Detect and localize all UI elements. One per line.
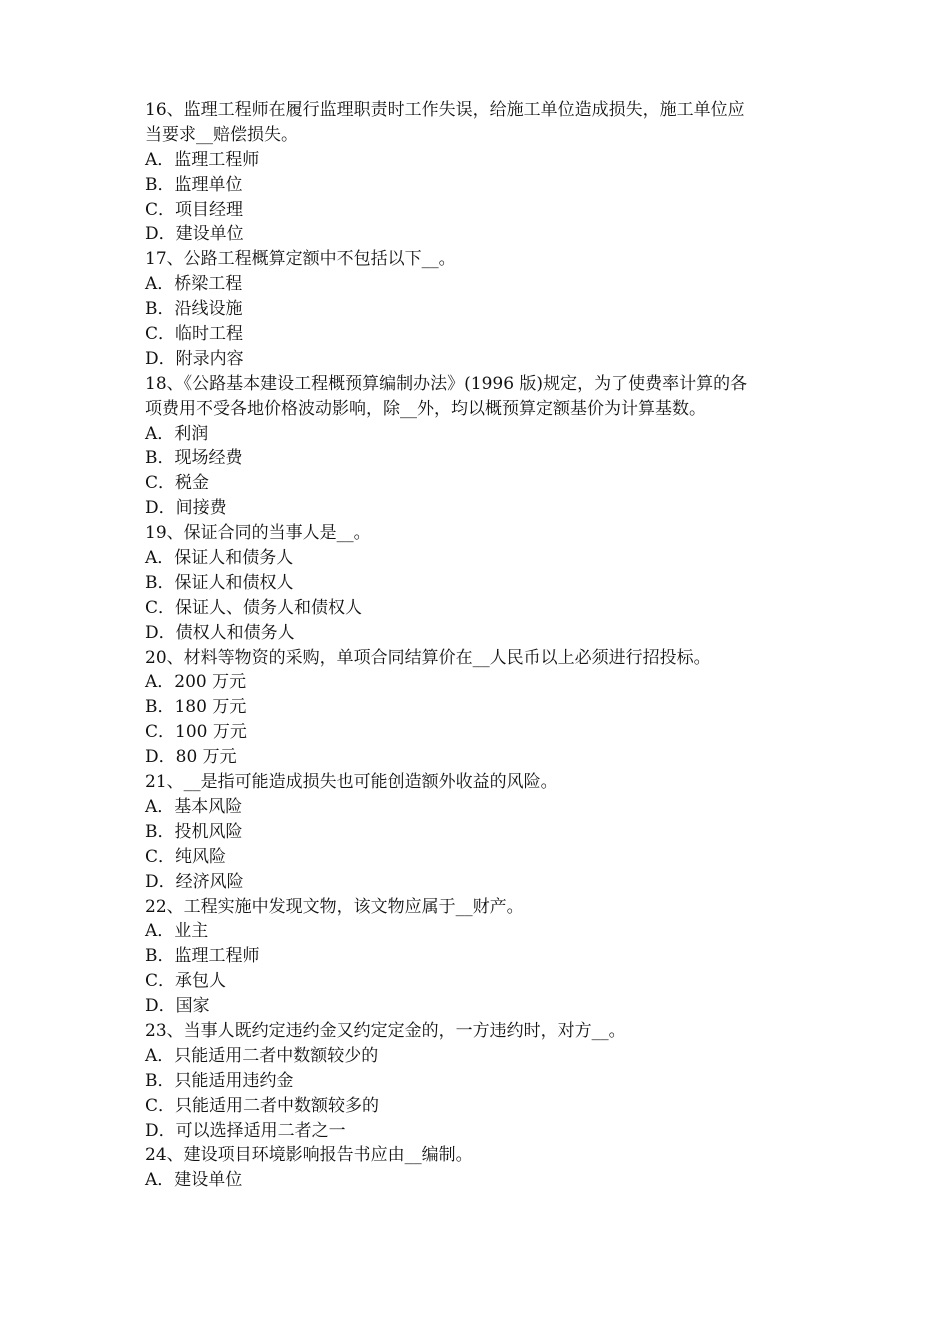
text-line: B．监理工程师 [145, 946, 260, 967]
text-line: D．80 万元 [145, 747, 237, 768]
text-line: C．100 万元 [145, 722, 247, 743]
text-line: B．现场经费 [145, 448, 243, 469]
text-line: B．180 万元 [145, 697, 247, 718]
text-line: 19、保证合同的当事人是__。 [145, 523, 371, 544]
text-line: C．只能适用二者中数额较多的 [145, 1095, 380, 1116]
text-line: C．承包人 [145, 971, 227, 992]
text-line: 17、公路工程概算定额中不包括以下__。 [145, 249, 456, 270]
text-line: A．建设单位 [145, 1170, 243, 1191]
text-line: C．临时工程 [145, 324, 244, 345]
text-line: 24、建设项目环境影响报告书应由__编制。 [145, 1145, 473, 1166]
text-line: C．项目经理 [145, 199, 244, 220]
question-list [145, 98, 825, 1193]
text-line: A．利润 [145, 423, 209, 444]
text-line: A．保证人和债务人 [145, 548, 294, 569]
text-line: D．经济风险 [145, 871, 244, 892]
text-line: D．间接费 [145, 498, 227, 519]
text-line: 23、当事人既约定违约金又约定定金的，一方违约时，对方__。 [145, 1020, 626, 1041]
text-line: B．保证人和债权人 [145, 572, 294, 593]
text-line: C．税金 [145, 473, 210, 494]
text-line: A．只能适用二者中数额较少的 [145, 1045, 379, 1066]
text-line: 当要求__赔偿损失。 [145, 124, 298, 145]
text-line: D．国家 [145, 996, 210, 1017]
text-line: A．200 万元 [145, 672, 247, 693]
text-line: A．监理工程师 [145, 149, 260, 170]
text-line: 21、__是指可能造成损失也可能创造额外收益的风险。 [145, 772, 558, 793]
text-line: C．保证人、债务人和债权人 [145, 597, 363, 618]
text-line: B．监理单位 [145, 174, 243, 195]
text-line: C．纯风险 [145, 846, 227, 867]
text-line: 22、工程实施中发现文物，该文物应属于__财产。 [145, 896, 524, 917]
text-line: 项费用不受各地价格波动影响，除__外，均以概预算定额基价为计算基数。 [145, 398, 706, 419]
text-line: 20、材料等物资的采购，单项合同结算价在__人民币以上必须进行招投标。 [145, 647, 711, 668]
text-line: 16、监理工程师在履行监理职责时工作失误，给施工单位造成损失，施工单位应 [145, 100, 745, 120]
text-line: A．业主 [145, 921, 209, 942]
text-line: A．桥梁工程 [145, 274, 243, 295]
text-line: B．只能适用违约金 [145, 1070, 294, 1091]
text-line: D．附录内容 [145, 348, 244, 369]
text-line: A．基本风险 [145, 796, 243, 817]
text-line: 18、《公路基本建设工程概预算编制办法》(1996 版)规定，为了使费率计算的各 [145, 373, 748, 394]
text-line: D．可以选择适用二者之一 [145, 1120, 346, 1141]
text-line: B．沿线设施 [145, 299, 243, 320]
text-line: B．投机风险 [145, 821, 243, 842]
text-line: D．债权人和债务人 [145, 622, 295, 643]
text-line: D．建设单位 [145, 224, 244, 245]
